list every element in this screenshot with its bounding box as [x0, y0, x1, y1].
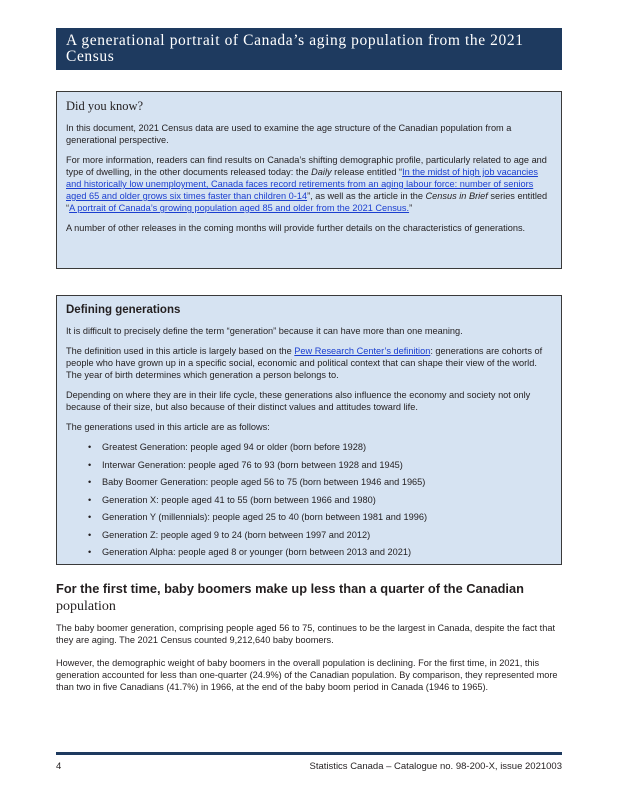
body-paragraph-1: The baby boomer generation, comprising people aged 56 to 75, continues to be the largest in Canada, despite the fact that they are aging. The 2021 Census counted 9,212,640 baby boomers.: [56, 623, 556, 645]
list-item: • Baby Boomer Generation: people aged 56 to 75 (born between 1946 and 1965): [88, 476, 552, 488]
list-item: • Interwar Generation: people aged 76 to 93 (born between 1928 and 1945): [88, 459, 552, 471]
did-you-know-box: [56, 91, 562, 269]
defining-generations-heading: Defining generations: [66, 304, 181, 316]
did-you-know-paragraph-3: A number of other releases in the coming months will provide further details on the characteristics of generations.: [66, 223, 526, 233]
defining-paragraph-2: The definition used in this article is largely based on the Pew Research Center’s definition: generations are cohorts of people who have grown up in a specific social, economic and political context that can shape their view of the world. The year of birth determines which generation a person belongs to.: [66, 346, 543, 380]
section-heading: [56, 580, 562, 616]
census-in-brief-title: Census in Brief: [425, 191, 488, 201]
section-heading-serif: population: [56, 599, 116, 614]
daily-title: Daily: [311, 167, 332, 177]
defining-paragraph-1: It is difficult to precisely define the term “generation” because it can have more than one meaning.: [66, 326, 463, 336]
list-item: • Generation Alpha: people aged 8 or younger (born between 2013 and 2021): [88, 546, 552, 558]
did-you-know-heading: Did you know?: [66, 99, 144, 113]
page-number: 4: [56, 761, 62, 772]
catalogue-reference: Statistics Canada – Catalogue no. 98-200-X, issue 2021003: [309, 761, 562, 772]
daily-release-link[interactable]: In the midst of high job vacancies and historically low unemployment, Canada faces record retirements from an aging labour force: number of seniors aged 65 and older grows six times faster than children 0-14: [66, 167, 538, 201]
list-item: • Greatest Generation: people aged 94 or older (born before 1928): [88, 441, 552, 453]
body-paragraph-2: However, the demographic weight of baby boomers in the overall population is declining. For the first time, in 2021, this generation accounted for less than one-quarter (24.9%) of the Canadian population. By comparison, they represented more than two in five Canadians (41.7%) in 1966, at the end of the baby boom period in Canada (1946 to 1965).: [56, 658, 558, 692]
defining-paragraph-4: The generations used in this article are as follows:: [66, 422, 270, 432]
did-you-know-paragraph-2: For more information, readers can find results on Canada’s shifting demographic profile, particularly related to age and type of dwelling, in the other documents released today: the Daily release entitled “In the midst of high job vacancies and historically low unemployment, Canada faces record retirements from an aging labour force: number of seniors aged 65 and older grows six times faster than children 0-14”, as well as the article in the Census in Brief series entitled “A portrait of Canada’s growing population aged 85 and older from the 2021 Census.”: [66, 155, 548, 213]
census-in-brief-link[interactable]: A portrait of Canada’s growing population aged 85 and older from the 2021 Census.: [69, 203, 410, 213]
footer-rule: [56, 752, 562, 755]
generations-list: [66, 441, 552, 558]
page-title: A generational portrait of Canada’s aging population from the 2021 Census: [56, 28, 562, 70]
defining-generations-box: [56, 295, 562, 565]
pew-definition-link[interactable]: Pew Research Center’s definition: [294, 346, 431, 356]
defining-paragraph-3: Depending on where they are in their life cycle, these generations also influence the economy and society not only because of their size, but also because of their distinct values and attitudes toward life.: [66, 390, 531, 412]
list-item: • Generation Z: people aged 9 to 24 (born between 1997 and 2012): [88, 529, 552, 541]
list-item: • Generation Y (millennials): people aged 25 to 40 (born between 1981 and 1996): [88, 511, 552, 523]
did-you-know-paragraph-1: In this document, 2021 Census data are used to examine the age structure of the Canadian population from a generational perspective.: [66, 123, 512, 145]
section-heading-bold: For the first time, baby boomers make up less than a quarter of the Canadian: [56, 581, 524, 596]
list-item: • Generation X: people aged 41 to 55 (born between 1966 and 1980): [88, 494, 552, 506]
